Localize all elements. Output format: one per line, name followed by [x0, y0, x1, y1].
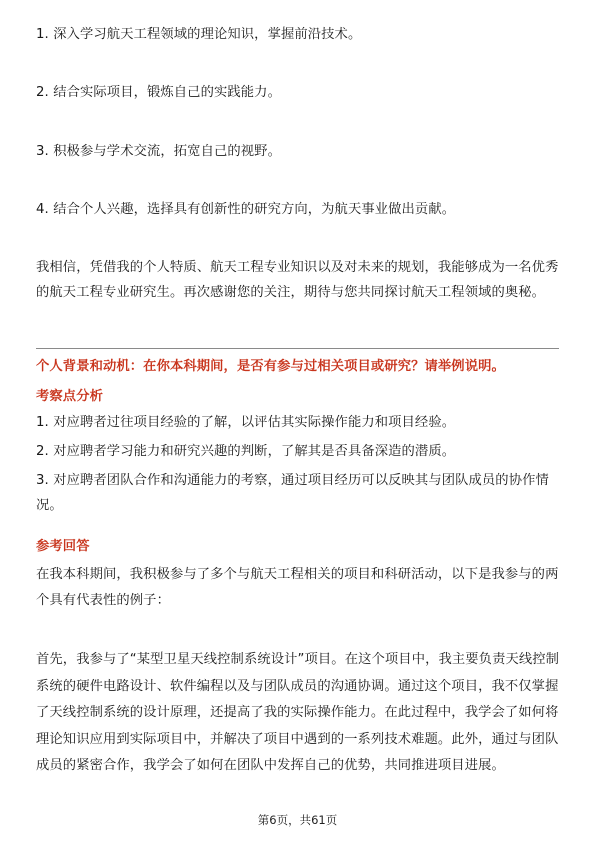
section-divider: [36, 348, 559, 349]
intro-list-item-4: 4. 结合个人兴趣，选择具有创新性的研究方向，为航天事业做出贡献。: [36, 202, 456, 217]
answer-paragraph-1: 在我本科期间，我积极参与了多个与航天工程相关的项目和科研活动，以下是我参与的两个具有代表性的例子：: [36, 567, 559, 608]
answer-heading: 参考回答: [36, 539, 90, 554]
intro-list-item-1: 1. 深入学习航天工程领域的理论知识，掌握前沿技术。: [36, 27, 362, 42]
analysis-item-2: 2. 对应聘者学习能力和研究兴趣的判断，了解其是否具备深造的潜质。: [36, 444, 456, 459]
analysis-item-1: 1. 对应聘者过往项目经验的了解，以评估其实际操作能力和项目经验。: [36, 415, 456, 430]
question-title: 个人背景和动机：在你本科期间，是否有参与过相关项目或研究？请举例说明。: [36, 359, 505, 374]
intro-list-item-2: 2. 结合实际项目，锻炼自己的实践能力。: [36, 85, 281, 100]
analysis-item-3: 3. 对应聘者团队合作和沟通能力的考察，通过项目经历可以反映其与团队成员的协作情况。: [36, 473, 549, 513]
answer-paragraph-2: 首先，我参与了“某型卫星天线控制系统设计”项目。在这个项目中，我主要负责天线控制系统的硬件电路设计、软件编程以及与团队成员的沟通协调。通过这个项目，我不仅掌握了天线控制系统的设计原理，还提高了我的实际操作能力。在此过程中，我学会了如何将理论知识应用到实际项目中，并解决了项目中遇到的一系列技术难题。此外，通过与团队成员的紧密合作，我学会了如何在团队中发挥自己的优势，共同推进项目进展。: [36, 652, 560, 773]
closing-paragraph: 我相信，凭借我的个人特质、航天工程专业知识以及对未来的规划，我能够成为一名优秀的航天工程专业研究生。再次感谢您的关注，期待与您共同探讨航天工程领域的奥秘。: [36, 260, 559, 300]
page-number: 第6页，共61页: [257, 813, 338, 827]
intro-list-item-3: 3. 积极参与学术交流，拓宽自己的视野。: [36, 144, 281, 159]
analysis-heading: 考察点分析: [36, 389, 103, 404]
